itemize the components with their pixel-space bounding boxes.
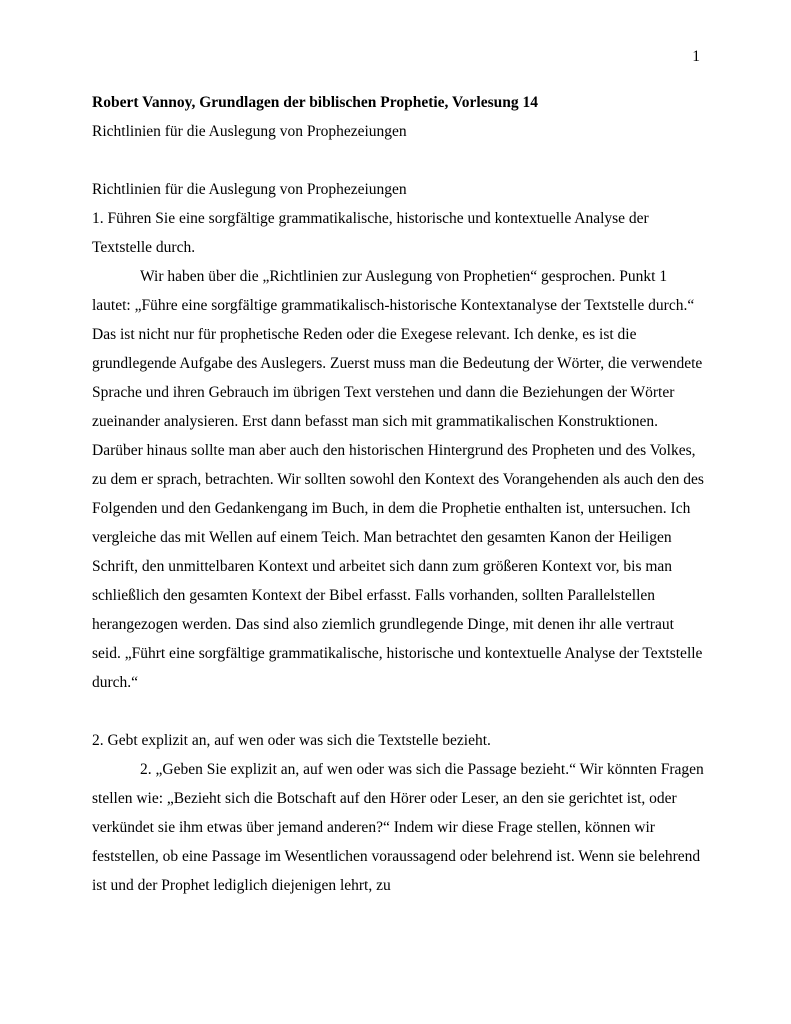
section-heading: Richtlinien für die Auslegung von Prophezeiungen	[92, 181, 407, 198]
guideline-2-paragraph: 2. „Geben Sie explizit an, auf wen oder was sich die Passage bezieht.“ Wir könnten Fragen stellen wie: „Bezieht sich die Botschaft auf den Hörer oder Leser, an den sie gerichtet ist, oder verkündet sie ihm etwas über jemand anderen?“ Indem wir diese Frage stellen, können wir feststellen, ob eine Passage im Wesentlichen voraussagend oder belehrend ist. Wenn sie belehrend ist und der Prophet lediglich diejenigen lehrt, zu	[92, 761, 704, 894]
document-content	[92, 42, 704, 900]
guideline-2-heading: 2. Gebt explizit an, auf wen oder was sich die Textstelle bezieht.	[92, 732, 491, 749]
guideline-1-paragraph: Wir haben über die „Richtlinien zur Auslegung von Prophetien“ gesprochen. Punkt 1 lautet: „Führe eine sorgfältige grammatikalisch-historische Kontextanalyse der Textstelle durch.“ Das ist nicht nur für prophetische Reden oder die Exegese relevant. Ich denke, es ist die grundlegende Aufgabe des Auslegers. Zuerst muss man die Bedeutung der Wörter, die verwendete Sprache und ihren Gebrauch im übrigen Text verstehen und dann die Beziehungen der Wörter zueinander analysieren. Erst dann befasst man sich mit grammatikalischen Konstruktionen. Darüber hinaus sollte man aber auch den historischen Hintergrund des Propheten und des Volkes, zu dem er sprach, betrachten. Wir sollten sowohl den Kontext des Vorangehenden als auch den des Folgenden und den Gedankengang im Buch, in dem die Prophetie enthalten ist, untersuchen. Ich vergleiche das mit Wellen auf einem Teich. Man betrachtet den gesamten Kanon der Heiligen Schrift, den unmittelbaren Kontext und arbeitet sich dann zum größeren Kontext vor, bis man schließlich den gesamten Kontext der Bibel erfasst. Falls vorhanden, sollten Parallelstellen herangezogen werden. Das sind also ziemlich grundlegende Dinge, mit denen ihr alle vertraut seid. „Führt eine sorgfältige grammatikalische, historische und kontextuelle Analyse der Textstelle durch.“	[92, 268, 704, 691]
page-number: 1	[692, 48, 700, 65]
document-subtitle: Richtlinien für die Auslegung von Prophezeiungen	[92, 123, 407, 140]
document-title: Robert Vannoy, Grundlagen der biblischen Prophetie, Vorlesung 14	[92, 94, 538, 111]
guideline-1-heading: 1. Führen Sie eine sorgfältige grammatikalische, historische und kontextuelle Analyse der Textstelle durch.	[92, 210, 649, 256]
